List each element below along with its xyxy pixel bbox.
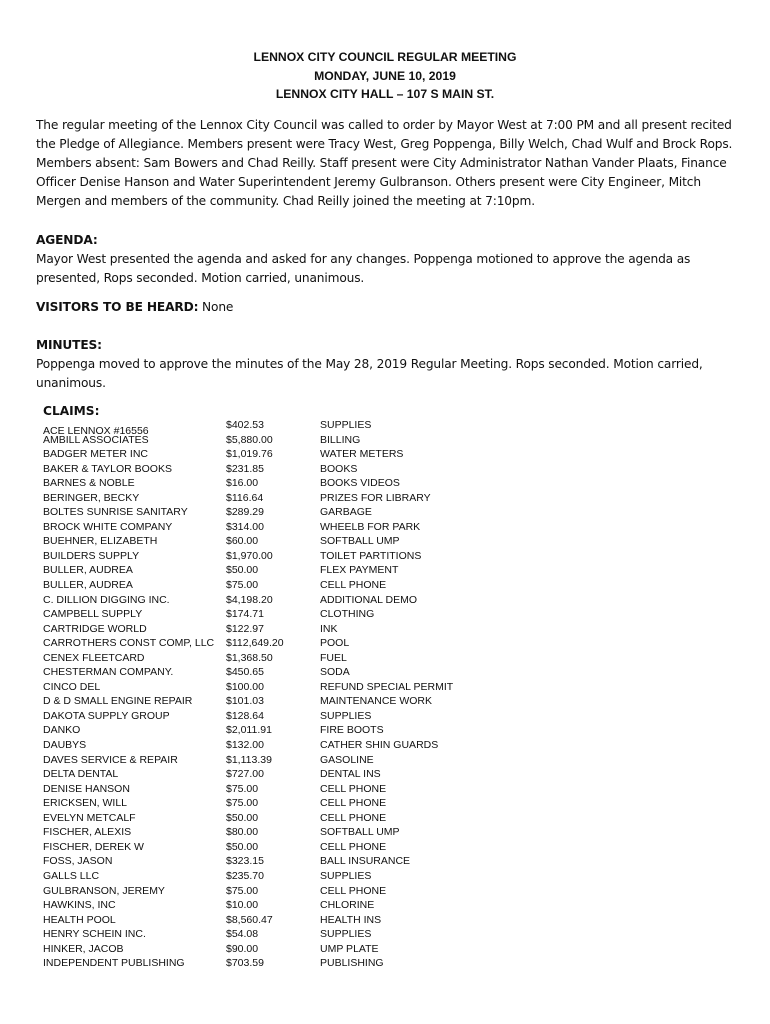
claim-row	[43, 767, 463, 782]
header-location: LENNOX CITY HALL – 107 S MAIN ST.	[275, 87, 495, 102]
claim-vendor: CARROTHERS CONST COMP, LLC	[43, 637, 215, 650]
claim-amount: $122.97	[226, 622, 264, 635]
claim-vendor: C. DILLION DIGGING INC.	[43, 593, 170, 606]
visitors-text: None	[198, 300, 234, 314]
claim-amount: $75.00	[226, 797, 259, 810]
claim-amount: $402.53	[226, 419, 264, 431]
claim-row	[43, 753, 463, 768]
claim-vendor: BOLTES SUNRISE SANITARY	[43, 506, 188, 519]
claim-row	[43, 825, 463, 840]
claim-vendor: FOSS, JASON	[43, 855, 113, 868]
claim-row	[43, 956, 463, 971]
claim-description: CELL PHONE	[320, 782, 387, 795]
visitors-heading: VISITORS TO BE HEARD:	[36, 300, 199, 314]
claim-description: MAINTENANCE WORK	[320, 695, 433, 708]
claim-vendor: CENEX FLEETCARD	[43, 651, 145, 664]
agenda-heading: AGENDA:	[36, 233, 98, 247]
claim-amount: $80.00	[226, 826, 259, 839]
claim-description: CHLORINE	[320, 899, 375, 912]
claim-description: BILLING	[320, 433, 361, 446]
claim-row	[43, 491, 463, 506]
minutes-section	[36, 336, 736, 393]
claim-row	[43, 549, 463, 564]
claim-vendor: BUILDERS SUPPLY	[43, 549, 140, 562]
claim-row	[43, 578, 463, 593]
claim-description: GASOLINE	[320, 753, 374, 766]
claim-description: TOILET PARTITIONS	[320, 549, 422, 562]
claim-row	[43, 898, 463, 913]
claim-row	[43, 607, 463, 622]
claim-amount: $2,011.91	[226, 724, 272, 737]
claims-heading: CLAIMS:	[43, 404, 100, 418]
header-title: LENNOX CITY COUNCIL REGULAR MEETING	[253, 50, 517, 64]
claim-description: CELL PHONE	[320, 797, 387, 810]
claim-vendor: INDEPENDENT PUBLISHING	[43, 957, 185, 970]
claim-description: BOOKS VIDEOS	[320, 477, 400, 490]
claim-description: SOFTBALL UMP	[320, 535, 400, 548]
header-date: MONDAY, JUNE 10, 2019	[314, 68, 456, 83]
claim-row	[43, 636, 463, 651]
claim-amount: $1,970.00	[226, 549, 273, 562]
claim-amount: $100.00	[226, 680, 264, 693]
claim-description: SUPPLIES	[320, 709, 372, 722]
claim-amount: $174.71	[226, 608, 264, 621]
claim-vendor: GULBRANSON, JEREMY	[43, 884, 165, 897]
claim-row	[43, 418, 463, 437]
claim-amount: $54.08	[226, 928, 259, 941]
claim-amount: $450.65	[226, 666, 264, 679]
claim-vendor: ACE LENNOX #16556	[43, 425, 149, 437]
claim-vendor: BROCK WHITE COMPANY	[43, 520, 173, 533]
claim-vendor: BULLER, AUDREA	[43, 579, 133, 592]
claim-row	[43, 796, 463, 811]
claim-description: FIRE BOOTS	[320, 724, 384, 737]
claim-row	[43, 462, 463, 477]
claim-vendor: BAKER & TAYLOR BOOKS	[43, 462, 172, 475]
claim-amount: $8,560.47	[226, 913, 273, 926]
claim-amount: $101.03	[226, 695, 264, 708]
claim-vendor: ERICKSEN, WILL	[43, 797, 128, 810]
claim-vendor: BUEHNER, ELIZABETH	[43, 535, 158, 548]
claim-description: UMP PLATE	[320, 942, 379, 955]
claim-row	[43, 723, 463, 738]
claim-vendor: HAWKINS, INC	[43, 899, 116, 912]
claim-amount: $4,198.20	[226, 593, 273, 606]
claim-row	[43, 913, 463, 928]
claim-row	[43, 884, 463, 899]
claim-amount: $235.70	[226, 869, 264, 882]
claim-description: POOL	[320, 637, 350, 650]
claim-row	[43, 869, 463, 884]
claim-row	[43, 651, 463, 666]
claim-description: WATER METERS	[320, 448, 404, 461]
claim-amount: $75.00	[226, 579, 259, 592]
claim-amount: $323.15	[226, 855, 264, 868]
claim-vendor: BADGER METER INC	[43, 448, 149, 461]
claim-description: CELL PHONE	[320, 840, 387, 853]
claims-table	[43, 418, 463, 971]
claim-vendor: DENISE HANSON	[43, 782, 130, 795]
claim-description: SUPPLIES	[320, 869, 372, 882]
claim-description: BALL INSURANCE	[320, 855, 411, 868]
claim-row	[43, 942, 463, 957]
claim-vendor: DAUBYS	[43, 739, 87, 752]
claim-vendor: DELTA DENTAL	[43, 768, 119, 781]
claim-vendor: CARTRIDGE WORLD	[43, 622, 147, 635]
claim-amount: $60.00	[226, 535, 259, 548]
claim-vendor: FISCHER, ALEXIS	[43, 826, 132, 839]
claim-amount: $703.59	[226, 957, 264, 970]
claim-description: CELL PHONE	[320, 811, 387, 824]
claim-description: FLEX PAYMENT	[320, 564, 399, 577]
claim-vendor: EVELYN METCALF	[43, 811, 136, 824]
claim-row	[43, 927, 463, 942]
claim-row	[43, 811, 463, 826]
claim-vendor: GALLS LLC	[43, 869, 100, 882]
claim-vendor: DAVES SERVICE & REPAIR	[43, 753, 178, 766]
claim-vendor: BERINGER, BECKY	[43, 491, 140, 504]
claim-row	[43, 534, 463, 549]
claim-amount: $90.00	[226, 942, 259, 955]
claim-row	[43, 694, 463, 709]
claim-description: SUPPLIES	[320, 928, 372, 941]
claim-row	[43, 709, 463, 724]
agenda-section	[36, 231, 736, 288]
claim-description: HEALTH INS	[320, 913, 382, 926]
claim-description: BOOKS	[320, 462, 358, 475]
claim-amount: $50.00	[226, 840, 259, 853]
claim-vendor: FISCHER, DEREK W	[43, 840, 144, 853]
claim-vendor: CHESTERMAN COMPANY.	[43, 666, 174, 679]
claim-row	[43, 622, 463, 637]
claim-row	[43, 433, 463, 448]
claim-amount: $5,880.00	[226, 433, 273, 446]
claim-row	[43, 680, 463, 695]
claim-vendor: CINCO DEL	[43, 680, 101, 693]
claim-description: DENTAL INS	[320, 768, 381, 781]
claim-amount: $314.00	[226, 520, 264, 533]
claim-amount: $727.00	[226, 768, 264, 781]
claim-amount: $75.00	[226, 782, 259, 795]
claim-amount: $50.00	[226, 564, 259, 577]
claim-amount: $231.85	[226, 462, 264, 475]
claim-description: PRIZES FOR LIBRARY	[320, 491, 431, 504]
claim-row	[43, 520, 463, 535]
meeting-header	[0, 48, 770, 104]
claim-amount: $112,649.20	[226, 637, 284, 650]
claim-vendor: HINKER, JACOB	[43, 942, 124, 955]
claim-description: FUEL	[320, 651, 347, 664]
claim-amount: $16.00	[226, 477, 259, 490]
claim-vendor: DANKO	[43, 724, 81, 737]
claim-description: CELL PHONE	[320, 884, 387, 897]
claim-amount: $116.64	[226, 491, 264, 504]
claim-vendor: HENRY SCHEIN INC.	[43, 928, 146, 941]
intro-paragraph: The regular meeting of the Lennox City Council was called to order by Mayor West at 7:00 PM and all present recited the Pledge of Allegiance. Members present were Tracy West, Greg Poppenga, Billy Welch, Chad Wulf and Brock Rops. Members absent: Sam Bowers and Chad Reilly. Staff present were City Administrator Nathan Vander Plaats, Finance Officer Denise Hanson and Water Superintendent Jeremy Gulbranson. Others present were City Engineer, Mitch Mergen and members of the community. Chad Reilly joined the meeting at 7:10pm.	[36, 118, 733, 208]
claim-amount: $132.00	[226, 739, 264, 752]
claim-row	[43, 505, 463, 520]
claim-description: GARBAGE	[320, 506, 372, 519]
claim-description: CELL PHONE	[320, 579, 387, 592]
claim-amount: $128.64	[226, 709, 264, 722]
claim-description: CLOTHING	[320, 608, 375, 621]
claim-row	[43, 854, 463, 869]
claim-vendor: AMBILL ASSOCIATES	[43, 433, 149, 446]
claim-description: SUPPLIES	[320, 419, 372, 431]
agenda-text: Mayor West presented the agenda and asked for any changes. Poppenga motioned to approve the agenda as presented, Rops seconded. Motion carried, unanimous.	[36, 252, 691, 285]
claim-description: REFUND SPECIAL PERMIT	[320, 680, 454, 693]
claim-row	[43, 563, 463, 578]
claim-vendor: DAKOTA SUPPLY GROUP	[43, 709, 170, 722]
claim-row	[43, 447, 463, 462]
minutes-heading: MINUTES:	[36, 338, 102, 352]
claim-description: SODA	[320, 666, 350, 679]
claim-row	[43, 665, 463, 680]
claim-description: CATHER SHIN GUARDS	[320, 739, 439, 752]
claim-row	[43, 593, 463, 608]
visitors-section	[36, 298, 736, 317]
claim-amount: $1,019.76	[226, 448, 273, 461]
minutes-text: Poppenga moved to approve the minutes of the May 28, 2019 Regular Meeting. Rops seconded. Motion carried, unanimous.	[36, 357, 703, 390]
claim-description: INK	[320, 622, 338, 635]
claim-description: ADDITIONAL DEMO	[320, 593, 418, 606]
claim-row	[43, 738, 463, 753]
claim-amount: $10.00	[226, 899, 259, 912]
claim-description: WHEELB FOR PARK	[320, 520, 421, 533]
claim-description: SOFTBALL UMP	[320, 826, 400, 839]
claim-amount: $75.00	[226, 884, 259, 897]
claim-vendor: CAMPBELL SUPPLY	[43, 608, 143, 621]
claim-amount: $289.29	[226, 506, 264, 519]
claim-vendor: D & D SMALL ENGINE REPAIR	[43, 695, 193, 708]
claim-row	[43, 840, 463, 855]
claim-amount: $1,113.39	[226, 753, 272, 766]
claim-amount: $1,368.50	[226, 651, 273, 664]
claim-vendor: BARNES & NOBLE	[43, 477, 135, 490]
claim-description: PUBLISHING	[320, 957, 384, 970]
claim-vendor: HEALTH POOL	[43, 913, 116, 926]
claim-vendor: BULLER, AUDREA	[43, 564, 133, 577]
claim-row	[43, 782, 463, 797]
claim-row	[43, 476, 463, 491]
claim-amount: $50.00	[226, 811, 259, 824]
